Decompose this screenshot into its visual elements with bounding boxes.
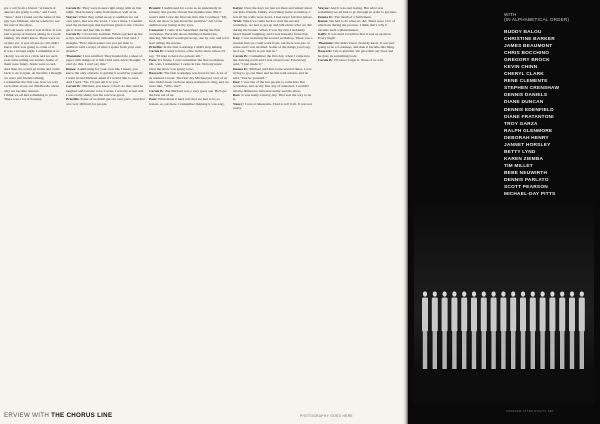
cast-member: TROY GARZA bbox=[504, 121, 538, 127]
speaker-name: Kelyn: bbox=[233, 6, 244, 10]
paragraph-text: In the first workshop I didn't stop talking. bbox=[163, 45, 223, 50]
interview-paragraph bbox=[149, 97, 229, 106]
dancer-silhouette bbox=[510, 291, 516, 369]
footer-page-label: ERVIEW WITH bbox=[4, 412, 50, 419]
cast-member: DENNIS EDENFIELD bbox=[504, 107, 554, 113]
paragraph-text: I was one of the last people to come into that workshop, and on my first day of rehearsal, I couldn't tell the difference between reality and the show. bbox=[233, 79, 309, 93]
cast-member: RENE CLEMENTE bbox=[504, 79, 548, 85]
interview-paragraph bbox=[233, 67, 313, 80]
cast-member: CHERYL CLARK bbox=[504, 72, 544, 78]
interview-paragraph bbox=[318, 19, 397, 32]
paragraph-text: We had to do what we did. There were a lot of emotions during the process. I think that's why it became such a phenomenon. bbox=[318, 19, 395, 32]
paragraph-text: I remember the first one, how we told each other about our childhoods, about why we became dancers. bbox=[4, 79, 60, 93]
cast-member: GREGORY BROCK bbox=[504, 58, 550, 64]
cast-photo bbox=[414, 198, 594, 403]
dancer-silhouette bbox=[461, 291, 467, 369]
paragraph-text: I think we all had something to prove. There was a lot of honesty. bbox=[4, 92, 58, 102]
paragraph-text: I was in during the second workshop. There was a session that we could work from, but there was lots of noise and I was terrified. Some of the things you'd say, he'd say, "That's it, put that in." bbox=[233, 36, 313, 54]
text-column-5 bbox=[318, 6, 397, 404]
paragraph-text: Over the days we just sat there and talked about our kids, friends, family, everything in the workshop. I felt all the walls were down. I had never felt that before. bbox=[233, 6, 313, 19]
text-column-2 bbox=[66, 6, 145, 404]
interview-paragraph bbox=[66, 32, 145, 54]
speaker-name: Pam: bbox=[149, 97, 158, 102]
text-column-4 bbox=[233, 6, 313, 404]
dancer-silhouette bbox=[579, 291, 585, 369]
paragraph-text: I'll never forget it. None of us will. bbox=[334, 58, 384, 63]
speaker-name: Thommie: bbox=[66, 53, 82, 58]
cast-heading-with: WITH bbox=[504, 12, 517, 17]
cast-member: SCOTT PEARSON bbox=[504, 185, 548, 191]
dancer-silhouette bbox=[471, 291, 477, 369]
dancer-silhouette bbox=[569, 291, 575, 369]
speaker-name: Carole B.: bbox=[318, 58, 334, 63]
dancer-silhouette bbox=[422, 291, 428, 369]
cast-member: DIANE DUNCAN bbox=[504, 100, 544, 106]
speaker-name: Nancy: bbox=[233, 101, 244, 106]
cast-member: JANNET HORSLEY bbox=[504, 142, 551, 148]
interview-paragraph bbox=[66, 54, 145, 67]
cast-member: CHRIS BOCCHINO bbox=[504, 51, 550, 57]
interview-paragraph bbox=[149, 6, 229, 28]
dancer-silhouette bbox=[481, 291, 487, 369]
cast-member: BEBE NEUWIRTH bbox=[504, 170, 548, 176]
speaker-name: Wayne: bbox=[66, 14, 78, 19]
speaker-name: Donna D.: bbox=[233, 66, 249, 71]
interview-paragraph bbox=[318, 32, 397, 41]
cast-member: MICHAEL-DAY PITTS bbox=[504, 192, 556, 198]
interview-paragraph bbox=[149, 28, 229, 45]
interview-paragraph bbox=[149, 58, 229, 71]
paragraph-text: What made it hard was that we had to be so honest, so out there. I remember thinking it was easy. bbox=[149, 97, 225, 106]
dancer-silhouette bbox=[559, 291, 565, 369]
dancer-silhouette bbox=[442, 291, 448, 369]
paragraph-text: Some of us didn't get our own parts. And that was very difficult for people. bbox=[66, 97, 145, 106]
speaker-name: Trish: bbox=[233, 19, 243, 24]
paragraph-text: The first workshop was hard for me. A lot of us resisted a book. The first day Michael put a lot of us who hadn't been on those tapes someone to sing, and we were like, "Who, me?" bbox=[149, 71, 229, 89]
dancer-silhouette bbox=[540, 291, 546, 369]
cast-member: CHRISTINE BARKER bbox=[504, 37, 555, 43]
paragraph-text: It was hard to believe that it was us up there. Every night. bbox=[318, 32, 392, 41]
speaker-name: Pam: bbox=[149, 58, 158, 63]
paragraph-text: I loved my audition. When I picked up the script, and it had almost verbatim what I had said, I thought, "How much easier can you get than to audition with a script of what I spoke from your own mouth?" bbox=[66, 32, 143, 54]
paragraph-text: I was terrified. They handed me a sheet of paper with things on it that I had said. And I thought, "I can't do this. I can't say this." bbox=[66, 53, 145, 67]
right-page bbox=[408, 0, 600, 424]
interview-paragraph bbox=[66, 67, 145, 84]
interview-paragraph bbox=[318, 41, 397, 50]
right-page-credit: FOREVER AFTER RIGHTS SET bbox=[506, 409, 555, 413]
dancer-silhouette bbox=[549, 291, 555, 369]
interview-paragraph bbox=[66, 15, 145, 32]
speaker-name: Wayne: bbox=[318, 6, 330, 10]
speaker-name: Kelly: bbox=[318, 32, 328, 37]
interview-paragraph bbox=[318, 49, 397, 58]
paragraph-text: Michael, you know, I don't do that. And he laughed and told me to be Carole, I was my actual self. I was really shaky, but the role was good. bbox=[66, 84, 145, 97]
dancer-silhouette bbox=[520, 291, 526, 369]
speaker-name: Renee: bbox=[66, 66, 77, 71]
paragraph-text: But Michael was a very good one. He'd get the best out of us. bbox=[149, 88, 227, 97]
cast-member: RALPH GLENMORE bbox=[504, 128, 553, 134]
paragraph-text: I came in in September during the first workshop. We'd talk about childhood memories, dancing. Michael would get us up, one by one, and we'd start telling the stories. bbox=[149, 27, 229, 45]
cast-member: KAREN ZIEMBA bbox=[504, 156, 544, 162]
cast-member: STEPHEN CRENSHAW bbox=[504, 86, 560, 92]
text-column-3 bbox=[149, 6, 229, 404]
cast-member: JAMES BEAUMONT bbox=[504, 44, 553, 50]
speaker-name: Priscilla: bbox=[66, 97, 80, 102]
paragraph-text: We didn't know. Nobody knew. It was just going to be a workshop, and then it became this thing. bbox=[318, 40, 395, 50]
speaker-name: Kay: bbox=[233, 36, 241, 41]
photo-credit: PHOTOGRAPHY GOES HERE bbox=[300, 414, 353, 418]
cast-member: KEVIN CHINN bbox=[504, 65, 538, 71]
paragraph-text: got a call from a friend. "A bunch of dancers are going to talk," and I said, "Sure." And I found out the name of the guy was Michael, and he wanted to see the reel of the show. bbox=[4, 6, 61, 28]
speaker-name: Carole B.: bbox=[66, 32, 82, 37]
speaker-name: Brandt: bbox=[149, 6, 162, 10]
interview-paragraph bbox=[4, 93, 62, 102]
cast-heading-order: (IN ALPHABETICAL ORDER) bbox=[504, 17, 570, 23]
paragraph-text: And then we would go home and come back to do it again. At the time I thought we were just friends talking. bbox=[4, 66, 62, 80]
cast-member: DIANE FRATANTONI bbox=[504, 114, 554, 120]
interview-paragraph bbox=[4, 80, 62, 93]
cast-member: DEBORAH HENRY bbox=[504, 135, 549, 141]
paragraph-text: And it was real boring. But what was something we all had to go through in order to get here. bbox=[318, 6, 397, 15]
page-footer bbox=[4, 412, 112, 419]
speaker-name: Carole B.: bbox=[149, 49, 165, 54]
interview-paragraph bbox=[149, 49, 229, 58]
cast-member: BUDDY BALOU bbox=[504, 30, 542, 35]
speaker-name: Baayork: bbox=[318, 49, 333, 54]
interview-paragraph bbox=[66, 84, 145, 97]
interview-paragraph bbox=[66, 6, 145, 15]
speaker-name: Don: bbox=[233, 79, 241, 84]
dancer-silhouette bbox=[500, 291, 506, 369]
paragraph-text: It was a strange night. I remember it so clearly, we sat in a circle and we each took turns telling our stories. Some of them were funny. Some were so sad. bbox=[4, 49, 60, 67]
speaker-name: Ron: bbox=[233, 92, 241, 97]
interview-paragraph bbox=[4, 6, 62, 28]
dancer-silhouette bbox=[432, 291, 438, 369]
cast-member: DENNIS DANIELS bbox=[504, 93, 548, 99]
paragraph-text: I was at rehearsals, I had to tell it all. It was not pretty. bbox=[233, 101, 312, 110]
cast-member: DENNIS PARLATO bbox=[504, 177, 549, 183]
paragraph-text: It was really a heavy day. That was the way to do it. bbox=[233, 92, 312, 102]
dancer-silhouette bbox=[491, 291, 497, 369]
speaker-name: Carole B.: bbox=[66, 84, 82, 89]
paragraph-text: They were honest right along with us that night. That honesty came from them as well as us. bbox=[66, 6, 142, 15]
speaker-name: Carole B.: bbox=[66, 6, 82, 10]
interview-paragraph bbox=[233, 6, 313, 19]
interview-paragraph bbox=[233, 36, 313, 53]
paragraph-text: Nobody knew what it was at first. It was just a group of dancers sitting in a room talking. We didn't know. There were no writers yet, it was all just us. We didn't know what was going to come of it. bbox=[4, 27, 62, 50]
paragraph-text: I remember the first day, when I came into the dancing room and I was all nervous. Everybody said, "I just made it." bbox=[233, 53, 310, 67]
interview-paragraph bbox=[233, 19, 313, 36]
interview-paragraph bbox=[149, 89, 229, 98]
interview-paragraph bbox=[233, 93, 313, 102]
paragraph-text: I'm so grateful. We gave him our lives and he gave us something back. bbox=[318, 49, 394, 58]
cast-member: TIM MILLET bbox=[504, 163, 533, 169]
dancer-silhouette bbox=[530, 291, 536, 369]
paragraph-text: I used to have a line in the show where I'd say, "I'd hate to have two priests tell." bbox=[149, 49, 226, 58]
interview-paragraph bbox=[149, 71, 229, 88]
speaker-name: Priscilla: bbox=[149, 45, 163, 50]
footer-title: THE CHORUS LINE bbox=[51, 412, 113, 419]
interview-paragraph bbox=[4, 67, 62, 80]
dancer-silhouette bbox=[451, 291, 457, 369]
paragraph-text: I auditioned for a role as an understudy in January and got the chorus line months later. But it wasn't until I saw the first run-thru that I realized, "My God, the show is just about the audition." All of our audition was laying in my eyes. bbox=[149, 6, 227, 28]
interview-paragraph bbox=[4, 28, 62, 50]
speaker-name: Thommie: bbox=[318, 40, 334, 45]
dancer-line bbox=[422, 291, 585, 369]
speaker-name: Carole B.: bbox=[233, 53, 249, 58]
paragraph-text: Michael said that to me several times. I was trying to go out there and be this total actress, and he said, "Just be yourself." bbox=[233, 66, 312, 80]
paragraph-text: When we came back to start the second workshop, we had to get up and talk about what we did during the breaks. When it was my turn I suddenly heard myself laughing, and I was honestly fucked up. bbox=[233, 19, 312, 37]
paragraph-text: Auditioning for your own life, I mean, you know the only obstacle to getting it would be yourself. I went in and Michael asked if I would like to read. And I said, "No, I'll just tell it to you." bbox=[66, 66, 144, 84]
cast-member: BETTY LYND bbox=[504, 149, 536, 155]
interview-paragraph bbox=[233, 54, 313, 67]
speaker-name: Cameron: bbox=[149, 27, 165, 32]
speaker-name: Carole B.: bbox=[149, 88, 165, 93]
speaker-name: Renee: bbox=[318, 19, 329, 24]
interview-paragraph bbox=[318, 58, 397, 62]
text-column-1 bbox=[4, 6, 62, 404]
interview-paragraph bbox=[233, 102, 313, 111]
interview-paragraph bbox=[66, 97, 145, 106]
cast-heading bbox=[504, 12, 569, 23]
paragraph-text: The death of a Settlement. bbox=[334, 14, 372, 19]
paragraph-text: When they called us up to audition for our own parts, that was the worst. I was a mess. I couldn't read the monologue that had been given to me. I had to get it down and just talk to him. bbox=[66, 14, 145, 32]
interview-paragraph bbox=[318, 6, 397, 15]
interview-paragraph bbox=[233, 80, 313, 93]
interview-paragraph bbox=[4, 49, 62, 66]
paragraph-text: It's funny, I can't remember the first workshop. Oh, wait, I remember. I came in late. Nobody knew what the show was going to be. bbox=[149, 58, 225, 71]
speaker-name: Donna D.: bbox=[318, 14, 334, 19]
speaker-name: Baayork: bbox=[149, 71, 164, 76]
